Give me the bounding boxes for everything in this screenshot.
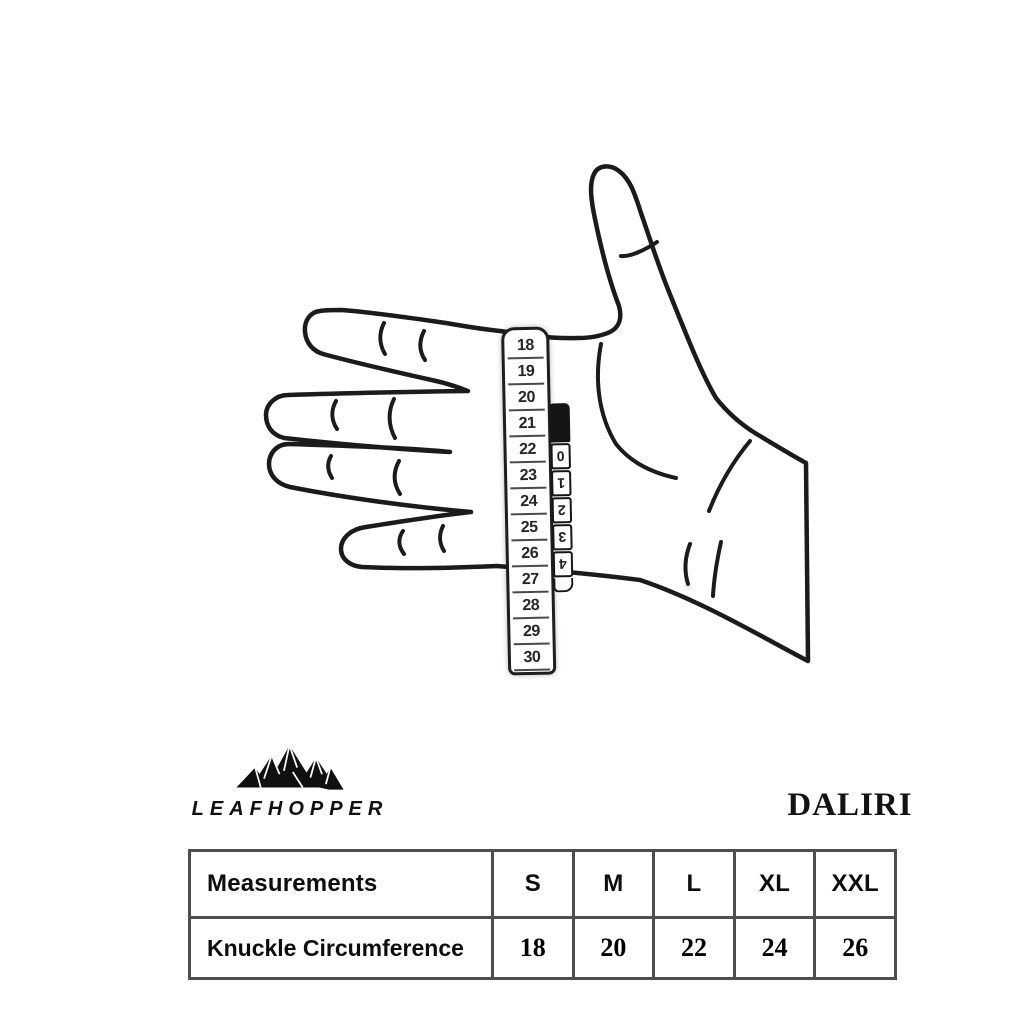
tape-mark: 27 [509, 567, 552, 594]
slider-mark-label: 4 [558, 556, 568, 573]
tape-mark: 23 [507, 463, 550, 490]
slider-mark-label: 2 [557, 502, 566, 519]
slider-mark [551, 470, 572, 496]
tape-slider [550, 403, 574, 592]
tape-mark: 18 [504, 333, 547, 360]
size-table-value-l: 22 [652, 916, 733, 977]
tape-mark: 19 [505, 359, 548, 386]
size-table-value-xxl: 26 [813, 916, 894, 977]
slider-mark [550, 443, 571, 469]
slider-mark-label: 3 [558, 529, 567, 546]
tape-mark: 28 [510, 593, 553, 620]
slider-mark [552, 524, 573, 550]
size-table-header-xl: XL [733, 852, 814, 916]
tape-mark: 30 [511, 644, 554, 671]
slider-mark [552, 497, 573, 523]
leafhopper-logo [190, 742, 390, 821]
size-table-row-label: Knuckle Circumference [191, 916, 491, 977]
mountain-range-icon [232, 742, 348, 792]
size-table-header-measurements: Measurements [207, 870, 378, 897]
daliri-wordmark: DALIRI [787, 787, 913, 823]
size-table-header-m: M [572, 852, 653, 916]
tape-mark: 24 [507, 489, 550, 516]
slider-mark-label: 0 [556, 448, 565, 465]
tape-mark: 22 [506, 437, 549, 464]
size-table-value-m: 20 [572, 916, 653, 977]
slider-mark [553, 551, 574, 577]
tape-mark: 29 [510, 618, 553, 645]
size-table-value-s: 18 [491, 916, 572, 977]
size-table-value-xl: 24 [733, 916, 814, 977]
measuring-tape [501, 326, 568, 675]
tape-slider-end [553, 578, 573, 592]
tape-mark: 20 [505, 385, 548, 412]
size-table-header-s: S [491, 852, 572, 916]
size-table-header-l: L [652, 852, 733, 916]
tape-mark: 26 [508, 541, 551, 568]
size-table-header-xxl: XXL [813, 852, 894, 916]
leafhopper-wordmark: LEAFHOPPER [191, 798, 389, 820]
tape-mark: 21 [506, 411, 549, 438]
tape-mark: 25 [508, 515, 551, 542]
slider-mark-label: 1 [557, 475, 566, 492]
size-table [188, 849, 897, 980]
tape-slider-indicator-block [550, 403, 571, 442]
